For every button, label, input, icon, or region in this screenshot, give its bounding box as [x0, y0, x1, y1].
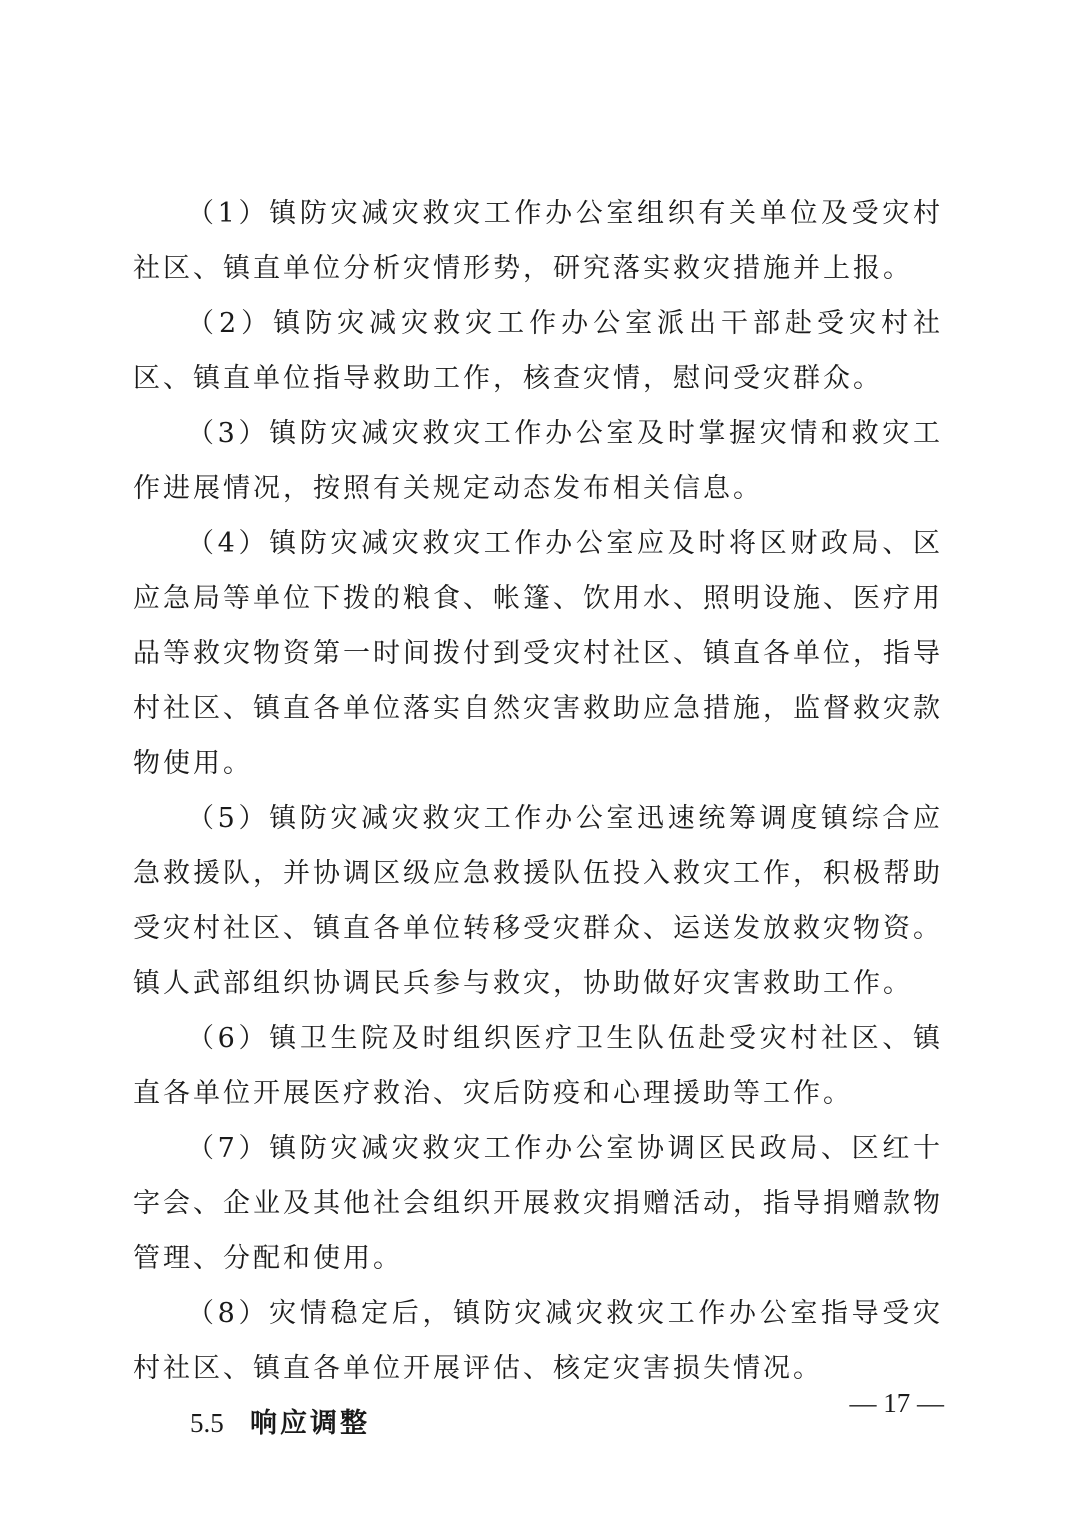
paragraph-1: （1）镇防灾减灾救灾工作办公室组织有关单位及受灾村社区、镇直单位分析灾情形势，研究落实救灾措施并上报。 — [133, 198, 943, 284]
page-number: — 17 — — [849, 1388, 944, 1418]
paragraph-6: （6）镇卫生院及时组织医疗卫生队伍赴受灾村社区、镇直各单位开展医疗救治、灾后防疫和心理援助等工作。 — [133, 1023, 943, 1109]
body-text — [133, 186, 943, 1451]
section-heading — [133, 1396, 943, 1451]
section-title: 响应调整 — [250, 1408, 370, 1439]
paragraph-4: （4）镇防灾减灾救灾工作办公室应及时将区财政局、区应急局等单位下拨的粮食、帐篷、饮用水、照明设施、医疗用品等救灾物资第一时间拨付到受灾村社区、镇直各单位，指导村社区、镇直各单位落实自然灾害救助应急措施，监督救灾款物使用。 — [133, 528, 943, 779]
paragraph-8: （8）灾情稳定后，镇防灾减灾救灾工作办公室指导受灾村社区、镇直各单位开展评估、核定灾害损失情况。 — [133, 1298, 943, 1384]
paragraph-7: （7）镇防灾减灾救灾工作办公室协调区民政局、区红十字会、企业及其他社会组织开展救灾捐赠活动，指导捐赠款物管理、分配和使用。 — [133, 1133, 943, 1274]
section-number: 5.5 — [190, 1408, 224, 1438]
paragraph-5: （5）镇防灾减灾救灾工作办公室迅速统筹调度镇综合应急救援队，并协调区级应急救援队伍投入救灾工作，积极帮助受灾村社区、镇直各单位转移受灾群众、运送发放救灾物资。镇人武部组织协调民兵参与救灾，协助做好灾害救助工作。 — [133, 803, 943, 999]
paragraph-2: （2）镇防灾减灾救灾工作办公室派出干部赴受灾村社区、镇直单位指导救助工作，核查灾情，慰问受灾群众。 — [133, 308, 943, 394]
paragraph-3: （3）镇防灾减灾救灾工作办公室及时掌握灾情和救灾工作进展情况，按照有关规定动态发布相关信息。 — [133, 418, 943, 504]
